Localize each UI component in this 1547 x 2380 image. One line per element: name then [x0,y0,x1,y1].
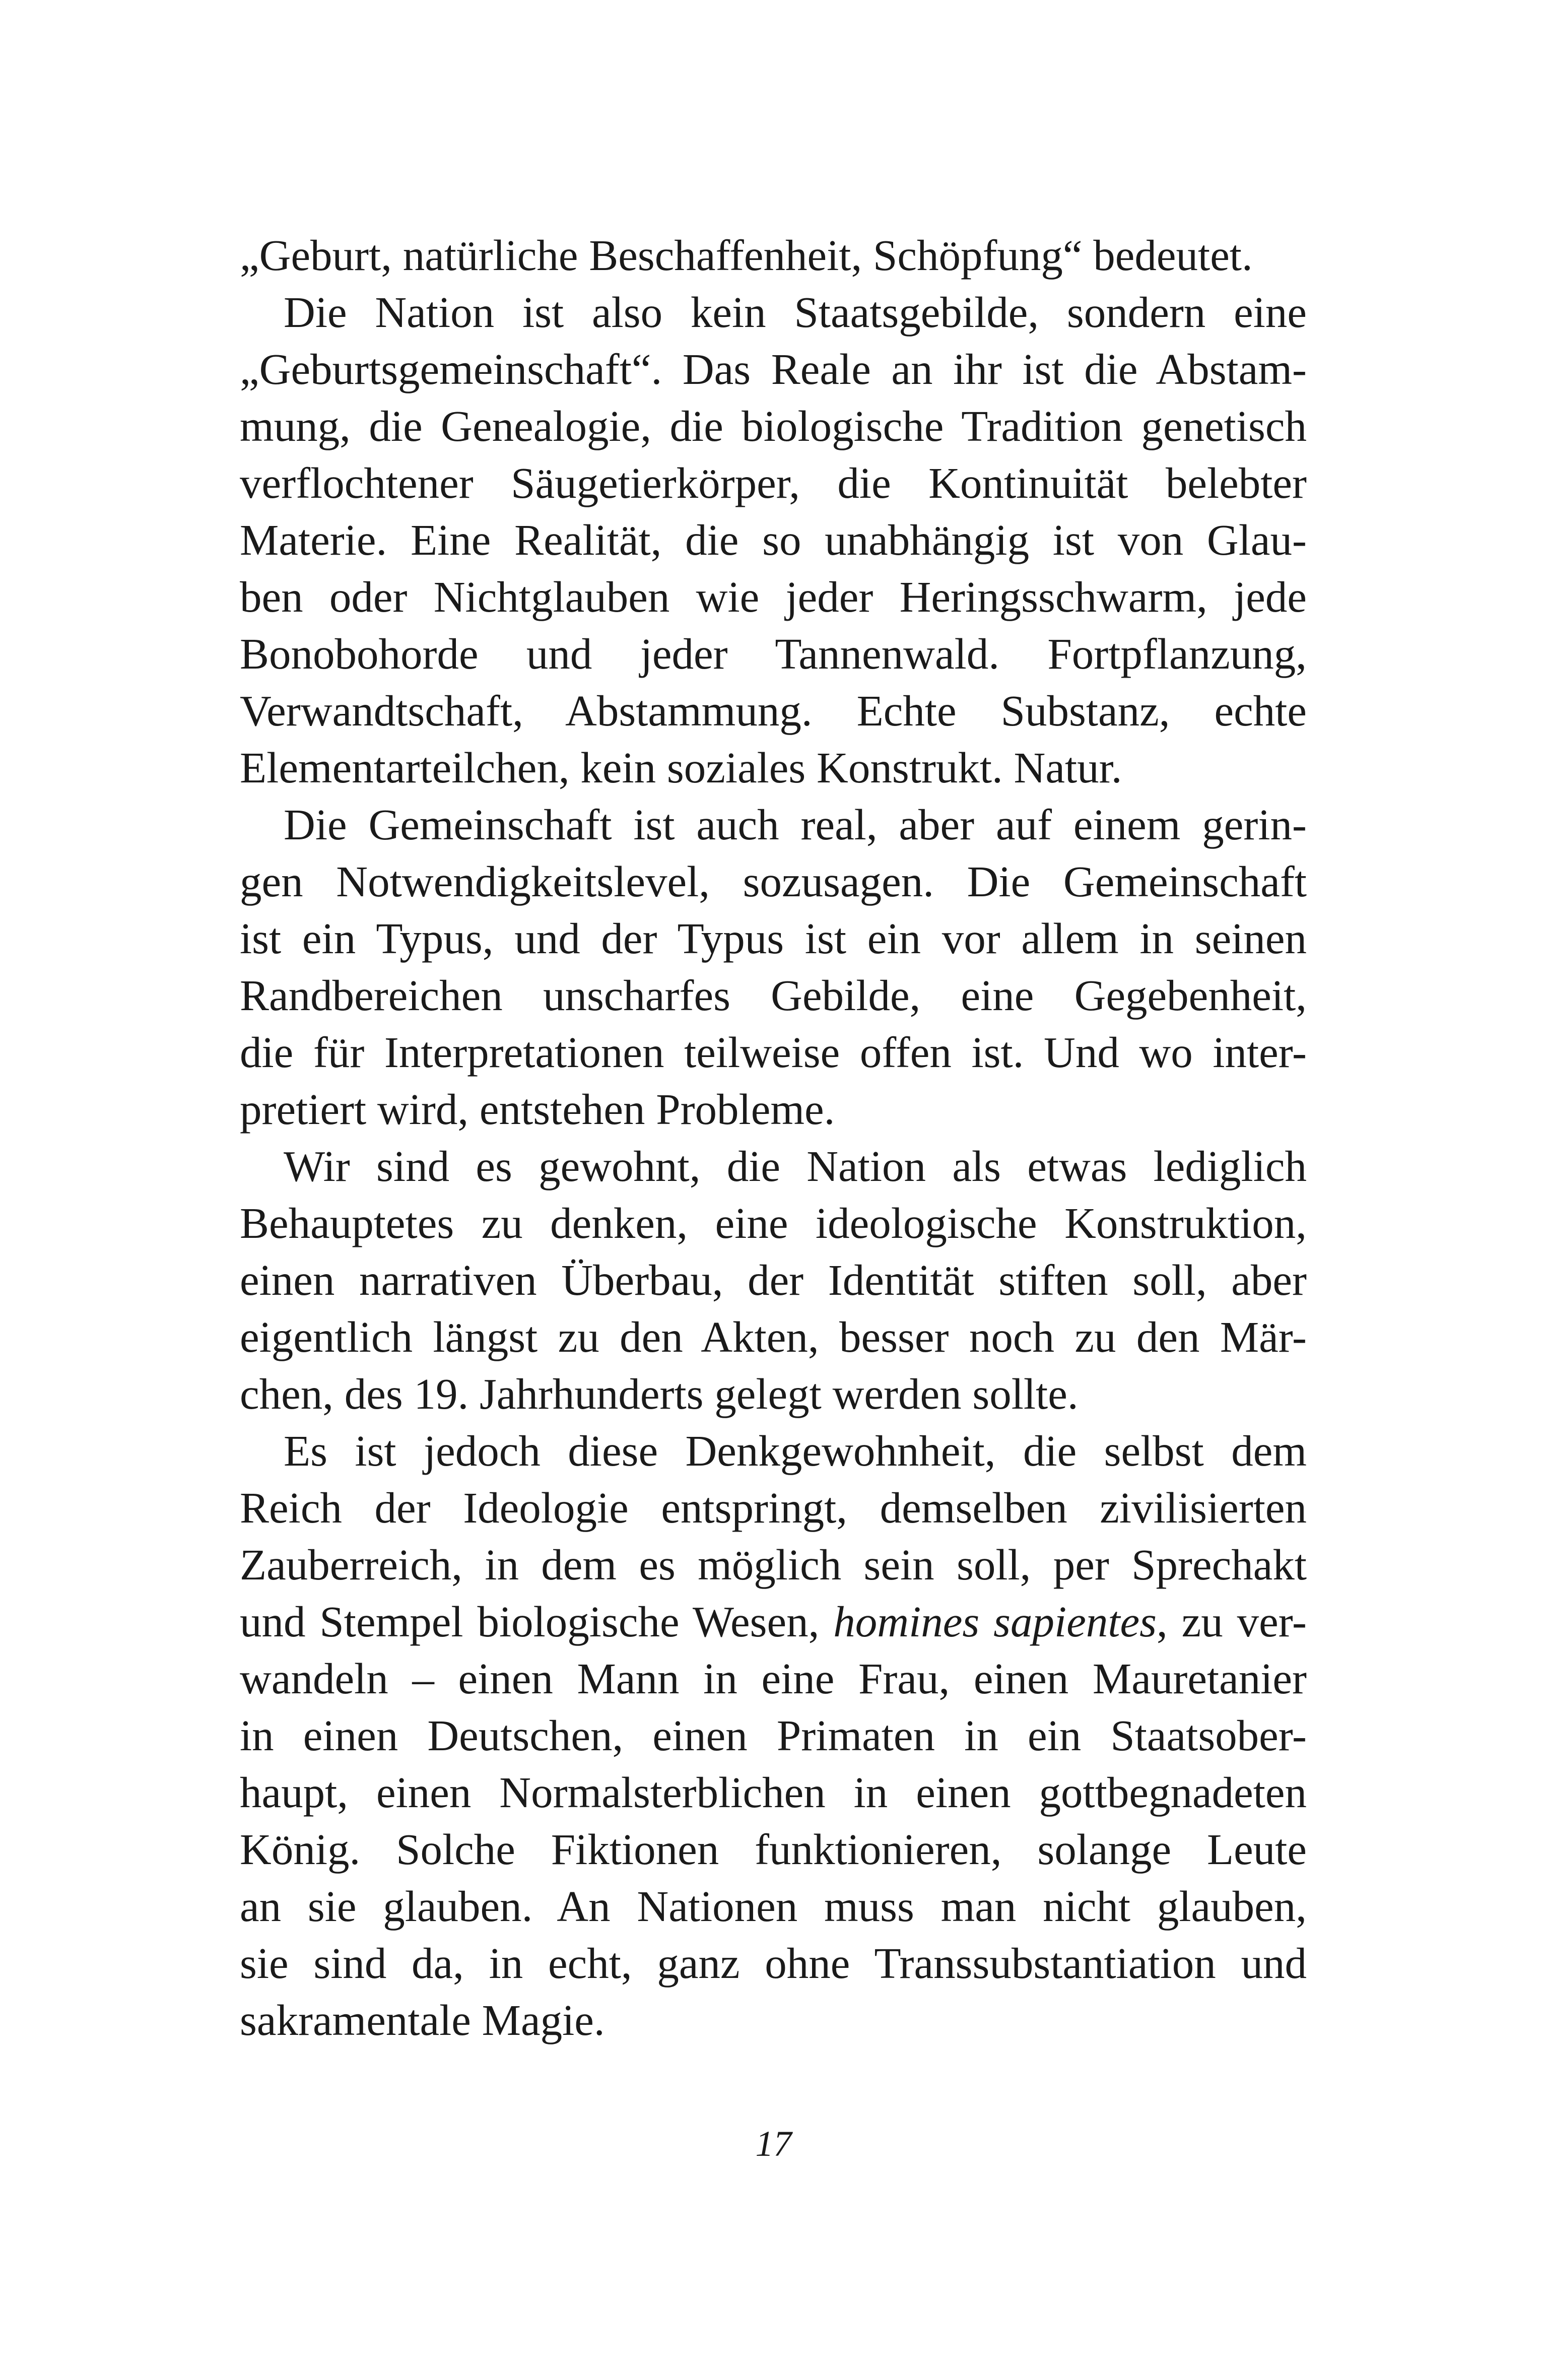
text-line: Verwandtschaft, Abstammung. Echte Substanz, echte [240,686,1307,735]
text-line: gen Notwendigkeitslevel, sozusagen. Die Gemeinschaft [240,857,1307,906]
text-line: Wir sind es gewohnt, die Nation als etwas lediglich [284,1142,1307,1191]
text-line: in einen Deutschen, einen Primaten in ein Staatsober- [240,1711,1307,1760]
text-line: pretiert wird, entstehen Probleme. [240,1085,835,1134]
text-line: Es ist jedoch diese Denkgewohnheit, die selbst dem [284,1426,1307,1475]
text-line: Die Nation ist also kein Staatsgebilde, sondern eine [284,288,1307,337]
text-line: haupt, einen Normalsterblichen in einen gottbegnadeten [240,1768,1307,1817]
text-line: Reich der Ideologie entspringt, demselben zivilisierten [240,1483,1307,1532]
text-line: König. Solche Fiktionen funktionieren, solange Leute [240,1825,1307,1874]
text-line: mung, die Genealogie, die biologische Tradition genetisch [240,402,1307,450]
paragraph-3 [240,796,1307,1138]
paragraph-1 [240,227,1307,284]
text-line: Die Gemeinschaft ist auch real, aber auf einem gerin- [284,800,1307,849]
text-line: eigentlich längst zu den Akten, besser noch zu den Mär- [240,1312,1307,1361]
page-number: 17 [755,2124,792,2164]
paragraph-2 [240,284,1307,796]
text-line: verflochtener Säugetierkörper, die Kontinuität belebter [240,458,1307,507]
text-line: ben oder Nichtglauben wie jeder Heringsschwarm, jede [240,572,1307,621]
text-line: Elementarteilchen, kein soziales Konstrukt. Natur. [240,743,1122,792]
text-line: Bonobohorde und jeder Tannenwald. Fortpflanzung, [240,629,1307,678]
paragraph-4 [240,1138,1307,1422]
text-segment: , zu ver- [1156,1597,1307,1646]
text-line: einen narrativen Überbau, der Identität stiften soll, aber [240,1255,1307,1304]
text-line: Randbereichen unscharfes Gebilde, eine Gegebenheit, [240,971,1307,1020]
text-line: Zauberreich, in dem es möglich sein soll, per Sprechakt [240,1540,1307,1589]
text-line-with-italic [240,1593,1307,1650]
text-line: sakramentale Magie. [240,1996,605,2044]
text-line: die für Interpretationen teilweise offen ist. Und wo inter- [240,1028,1307,1077]
text-line: Materie. Eine Realität, die so unabhängig ist von Glau- [240,515,1307,564]
text-line: an sie glauben. An Nationen muss man nicht glauben, [240,1882,1307,1931]
text-line: wandeln – einen Mann in eine Frau, einen Mauretanier [240,1654,1307,1703]
text-line: Behauptetes zu denken, eine ideologische Konstruktion, [240,1199,1307,1247]
text-line: ist ein Typus, und der Typus ist ein vor allem in seinen [240,914,1307,963]
text-line: sie sind da, in echt, ganz ohne Transsubstantiation und [240,1939,1307,1988]
italic-phrase: homines sapientes [833,1597,1157,1646]
text-segment: und Stempel biologische Wesen, [240,1597,834,1646]
paragraph-5 [240,1422,1307,2048]
body-text [240,227,1307,2048]
text-line: „Geburt, natürliche Beschaffenheit, Schöpfung“ bedeutet. [240,231,1253,280]
text-line: chen, des 19. Jahrhunderts gelegt werden sollte. [240,1369,1079,1418]
text-line: „Geburtsgemeinschaft“. Das Reale an ihr ist die Abstam- [240,345,1307,393]
